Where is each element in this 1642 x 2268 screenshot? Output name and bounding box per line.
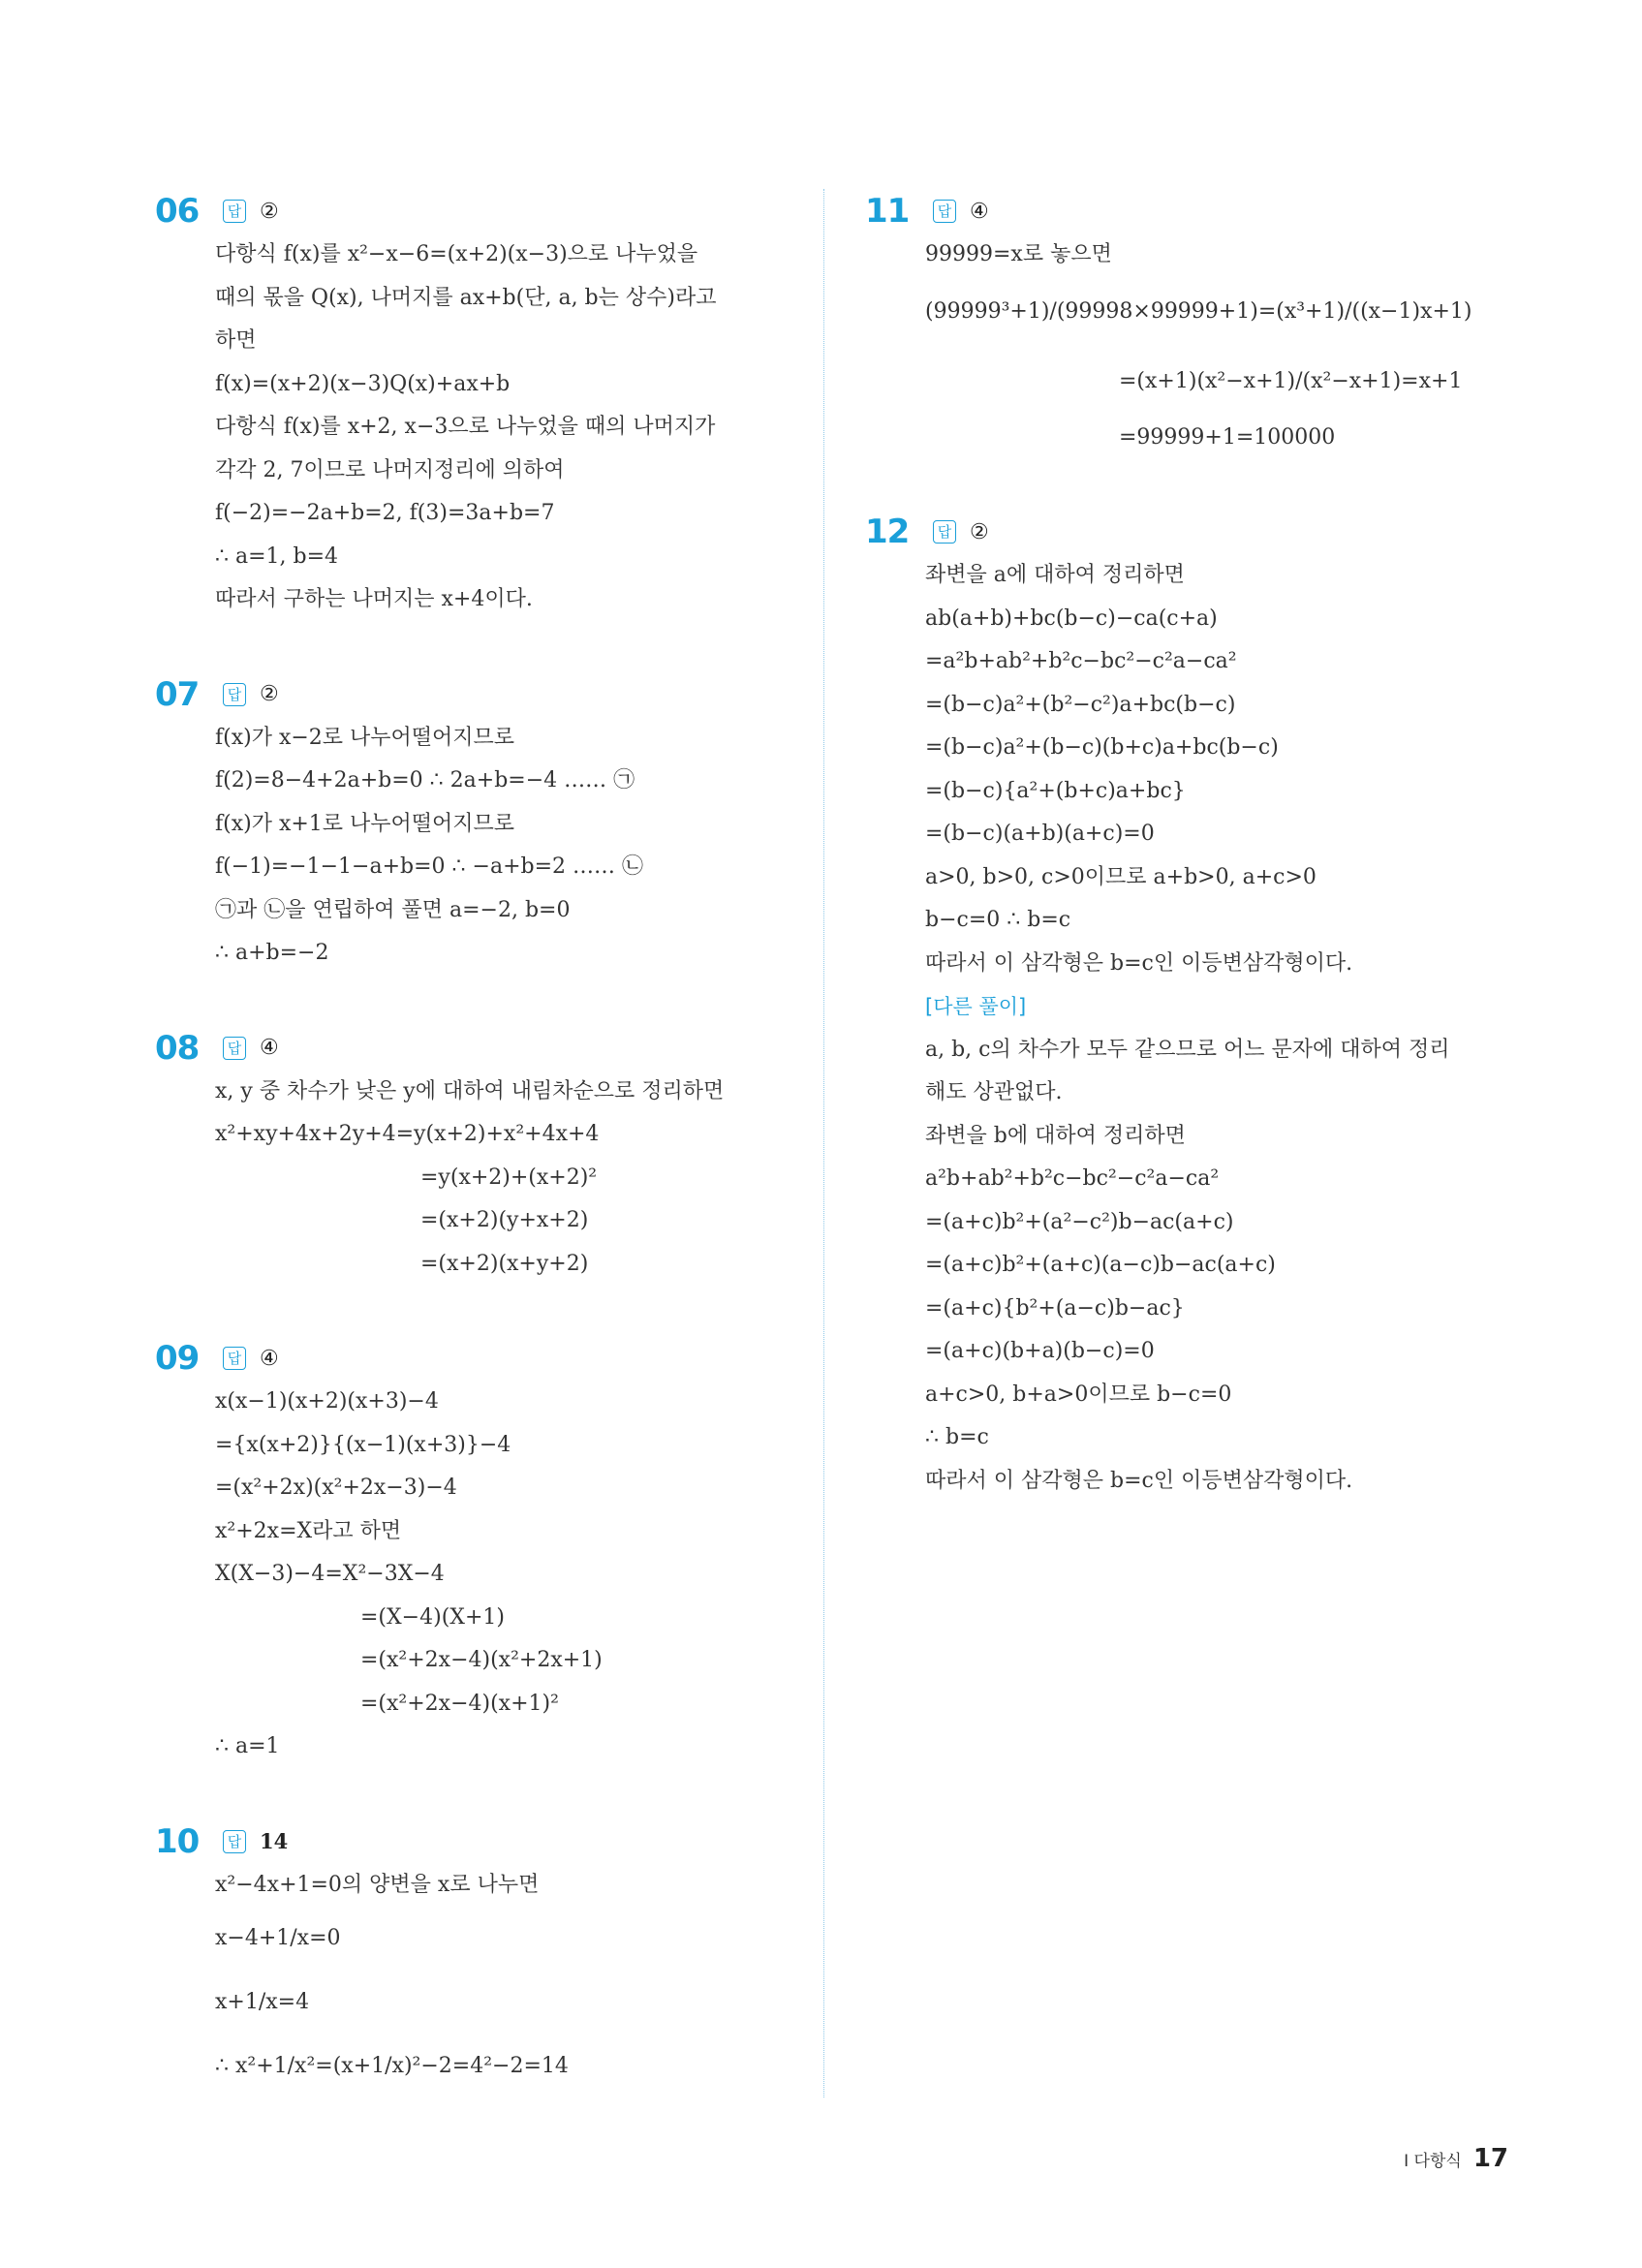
column-divider (823, 189, 824, 2097)
solution-line: 다항식 f(x)를 x+2, x−3으로 나누었을 때의 나머지가 (215, 415, 716, 439)
problem-09 (155, 1336, 794, 1769)
solution-line: 하면 (215, 328, 257, 353)
solution-line: f(−2)=−2a+b=2, f(3)=3a+b=7 (215, 501, 555, 525)
solution-line: ∴ b=c (925, 1425, 989, 1449)
solution-line: =(a+c)(b+a)(b−c)=0 (925, 1339, 1155, 1363)
problem-number: 10 (155, 1821, 200, 1861)
solution-body (215, 1381, 794, 1769)
problem-header (155, 1026, 794, 1071)
right-column (865, 189, 1524, 1553)
solution-body (215, 717, 794, 976)
solution-line: ㉠과 ㉡을 연립하여 풀면 a=−2, b=0 (215, 897, 571, 922)
solution-body (215, 1864, 794, 2099)
solution-line: (99999³+1)/(99998×99999+1)=(x³+1)/((x−1)x+1) (925, 298, 1472, 324)
answer-tag: 답 (223, 1830, 246, 1853)
problem-08 (155, 1026, 794, 1287)
page-number: 17 (1472, 2144, 1508, 2173)
solution-line: a+c>0, b+a>0이므로 b−c=0 (925, 1382, 1232, 1407)
solution-line: a²b+ab²+b²c−bc²−c²a−ca² (925, 1166, 1220, 1191)
problem-number: 06 (155, 192, 200, 231)
solution-line: f(2)=8−4+2a+b=0 ∴ 2a+b=−4 …… ㉠ (215, 768, 635, 792)
problem-number: 07 (155, 674, 200, 714)
answer-value: 14 (260, 1829, 289, 1853)
solution-line: =(b−c){a²+(b+c)a+bc} (925, 778, 1186, 803)
solution-line: =(a+c){b²+(a−c)b−ac} (925, 1295, 1185, 1320)
problem-header (155, 672, 794, 717)
problem-header (865, 189, 1524, 233)
solution-line: =a²b+ab²+b²c−bc²−c²a−ca² (925, 649, 1237, 673)
solution-line: =(x+2)(x+y+2) (420, 1251, 589, 1276)
solution-line: ∴ a=1, b=4 (215, 544, 339, 569)
solution-line: ∴ a=1 (215, 1734, 280, 1758)
solution-line: =(X−4)(X+1) (360, 1604, 505, 1630)
solution-line: 다항식 f(x)를 x²−x−6=(x+2)(x−3)으로 나누었을 (215, 242, 698, 266)
answer-value: ④ (970, 199, 989, 224)
solution-line: 99999=x로 놓으면 (925, 242, 1112, 266)
solution-line: x²+2x=X라고 하면 (215, 1518, 402, 1543)
solution-line: =(a+c)b²+(a+c)(a−c)b−ac(a+c) (925, 1253, 1276, 1277)
answer-tag: 답 (933, 520, 956, 544)
solution-line: ∴ a+b=−2 (215, 941, 329, 965)
answer-tag: 답 (223, 1037, 246, 1060)
solution-line: x(x−1)(x+2)(x+3)−4 (215, 1389, 439, 1414)
solution-line: b−c=0 ∴ b=c (925, 908, 1071, 932)
solution-line: f(x)가 x+1로 나누어떨어지므로 (215, 811, 515, 836)
solution-line: ab(a+b)+bc(b−c)−ca(c+a) (925, 606, 1218, 631)
solution-line: f(−1)=−1−1−a+b=0 ∴ −a+b=2 …… ㉡ (215, 854, 643, 879)
left-column (155, 189, 794, 2149)
solution-line: 각각 2, 7이므로 나머지정리에 의하여 (215, 457, 565, 482)
solution-line: a>0, b>0, c>0이므로 a+b>0, a+c>0 (925, 864, 1317, 889)
solution-line: a, b, c의 차수가 모두 같으므로 어느 문자에 대하여 정리 (925, 1037, 1450, 1062)
solution-line: =(x+2)(y+x+2) (420, 1208, 589, 1232)
solution-body (215, 1071, 794, 1287)
answer-value: ② (260, 682, 279, 706)
solution-line: x, y 중 차수가 낮은 y에 대하여 내림차순으로 정리하면 (215, 1078, 725, 1103)
solution-line: ={x(x+2)}{(x−1)(x+3)}−4 (215, 1432, 511, 1457)
problem-10 (155, 1819, 794, 2099)
problem-number: 08 (155, 1028, 200, 1068)
answer-value: ④ (260, 1036, 279, 1060)
solution-line: X(X−3)−4=X²−3X−4 (215, 1562, 445, 1586)
problem-11 (865, 189, 1524, 459)
problem-header (155, 1336, 794, 1381)
solution-line: f(x)가 x−2로 나누어떨어지므로 (215, 725, 515, 750)
problem-12 (865, 510, 1524, 1503)
solution-line: =(x²+2x)(x²+2x−3)−4 (215, 1476, 457, 1500)
solution-body (925, 554, 1524, 1503)
problem-header (155, 189, 794, 233)
chapter-label: Ⅰ 다항식 (1404, 2152, 1462, 2171)
solution-line: =(b−c)a²+(b−c)(b+c)a+bc(b−c) (925, 735, 1279, 760)
solution-line: =99999+1=100000 (1119, 424, 1336, 450)
solution-line: =(a+c)b²+(a²−c²)b−ac(a+c) (925, 1209, 1234, 1234)
solution-line: =(b−c)(a+b)(a+c)=0 (925, 822, 1155, 846)
answer-tag: 답 (223, 683, 246, 706)
solution-line: x²+xy+4x+2y+4=y(x+2)+x²+4x+4 (215, 1122, 600, 1146)
problem-header (865, 510, 1524, 554)
solution-line: f(x)=(x+2)(x−3)Q(x)+ax+b (215, 371, 511, 396)
solution-line: =(x²+2x−4)(x²+2x+1) (360, 1648, 603, 1672)
answer-value: ② (260, 199, 279, 224)
solution-line: =y(x+2)+(x+2)² (420, 1165, 598, 1190)
solution-line: =(b−c)a²+(b²−c²)a+bc(b−c) (925, 692, 1236, 717)
solution-line: 따라서 구하는 나머지는 x+4이다. (215, 587, 533, 611)
solution-line: 좌변을 a에 대하여 정리하면 (925, 563, 1185, 587)
solution-line: =(x+1)(x²−x+1)/(x²−x+1)=x+1 (1119, 368, 1463, 393)
solution-body (925, 233, 1524, 459)
answer-tag: 답 (223, 200, 246, 223)
problem-07 (155, 672, 794, 976)
answer-value: ④ (260, 1346, 279, 1371)
solution-line: 해도 상관없다. (925, 1080, 1063, 1104)
solution-line: =(x²+2x−4)(x+1)² (360, 1691, 559, 1716)
answer-tag: 답 (223, 1347, 246, 1370)
solution-line: 따라서 이 삼각형은 b=c인 이등변삼각형이다. (925, 950, 1353, 976)
problem-number: 11 (865, 192, 910, 231)
solution-line: x+1/x=4 (215, 1990, 310, 2014)
solution-line: x−4+1/x=0 (215, 1926, 341, 1950)
solution-body (215, 233, 794, 622)
problem-number: 09 (155, 1339, 200, 1378)
solution-line: x²−4x+1=0의 양변을 x로 나누면 (215, 1872, 540, 1897)
problem-number: 12 (865, 513, 910, 551)
solution-line: 때의 몫을 Q(x), 나머지를 ax+b(단, a, b는 상수)라고 (215, 285, 717, 310)
answer-value: ② (970, 519, 989, 544)
solution-line: 따라서 이 삼각형은 b=c인 이등변삼각형이다. (925, 1468, 1353, 1493)
page-footer (1404, 2144, 1508, 2173)
answer-tag: 답 (933, 200, 956, 223)
problem-06 (155, 189, 794, 622)
problem-header (155, 1819, 794, 1864)
alternate-solution-label: [다른 풀이] (925, 995, 1027, 1018)
solution-line: ∴ x²+1/x²=(x+1/x)²−2=4²−2=14 (215, 2054, 569, 2078)
solution-line: 좌변을 b에 대하여 정리하면 (925, 1123, 1186, 1148)
